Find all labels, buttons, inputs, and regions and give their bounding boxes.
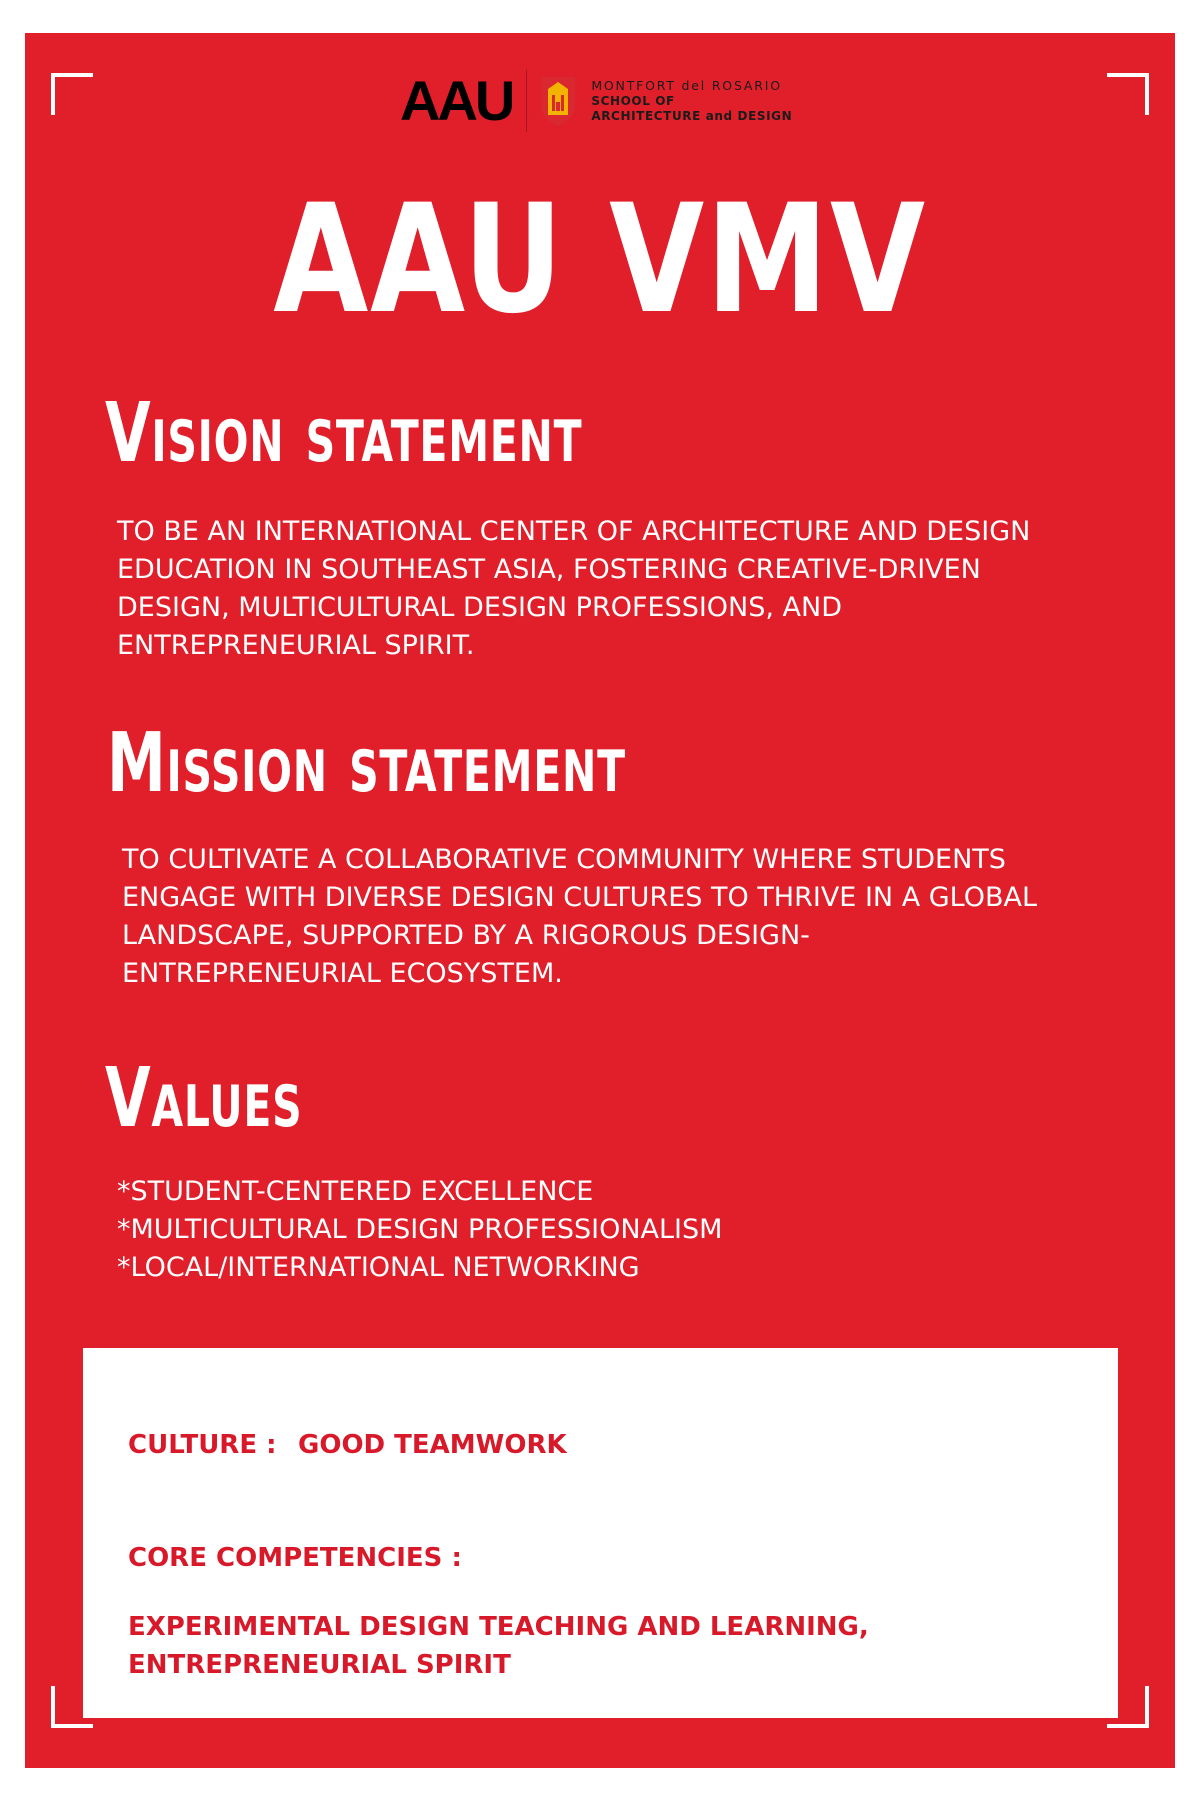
corner-bracket-top-left — [51, 73, 93, 115]
school-name-line-3: ARCHITECTURE and DESIGN — [591, 108, 793, 123]
page-title: AAU VMV — [273, 173, 927, 347]
school-name-line-2: SCHOOL OF — [591, 93, 675, 108]
vision-heading: Vision statement — [105, 386, 583, 481]
values-list — [117, 1173, 722, 1287]
core-competencies-value: EXPERIMENTAL DESIGN TEACHING AND LEARNING, ENTREPRENEURIAL SPIRIT — [128, 1612, 869, 1680]
header-logo — [400, 68, 792, 134]
culture-competencies-panel — [83, 1348, 1118, 1718]
corner-bracket-top-right — [1107, 73, 1149, 115]
core-competencies-label: CORE COMPETENCIES : — [128, 1543, 462, 1573]
logo-divider — [526, 70, 527, 132]
values-heading: Values — [105, 1051, 303, 1146]
culture-value: GOOD TEAMWORK — [298, 1430, 567, 1460]
mission-heading: Mission statement — [107, 716, 626, 811]
values-item: *MULTICULTURAL DESIGN PROFESSIONALISM — [117, 1214, 723, 1245]
culture-label: CULTURE : — [128, 1430, 277, 1460]
values-item: *LOCAL/INTERNATIONAL NETWORKING — [117, 1252, 640, 1283]
school-shield-icon — [539, 75, 577, 127]
aau-logo-mark: AAU — [400, 69, 513, 132]
school-name — [591, 78, 792, 124]
school-name-line-1: MONTFORT del ROSARIO — [591, 78, 782, 94]
poster — [25, 33, 1175, 1768]
values-item: *STUDENT-CENTERED EXCELLENCE — [117, 1176, 594, 1207]
vision-text: TO BE AN INTERNATIONAL CENTER OF ARCHITECTURE AND DESIGN EDUCATION IN SOUTHEAST ASIA, FOSTERING CREATIVE-DRIVEN DESIGN, MULTICULTURAL DESIGN PROFESSIONS, AND ENTREPRENEURIAL SPIRIT. — [117, 516, 1031, 661]
mission-text: TO CULTIVATE A COLLABORATIVE COMMUNITY WHERE STUDENTS ENGAGE WITH DIVERSE DESIGN CULTURES TO THRIVE IN A GLOBAL LANDSCAPE, SUPPORTED BY A RIGOROUS DESIGN- ENTREPRENEURIAL ECOSYSTEM. — [122, 844, 1038, 989]
